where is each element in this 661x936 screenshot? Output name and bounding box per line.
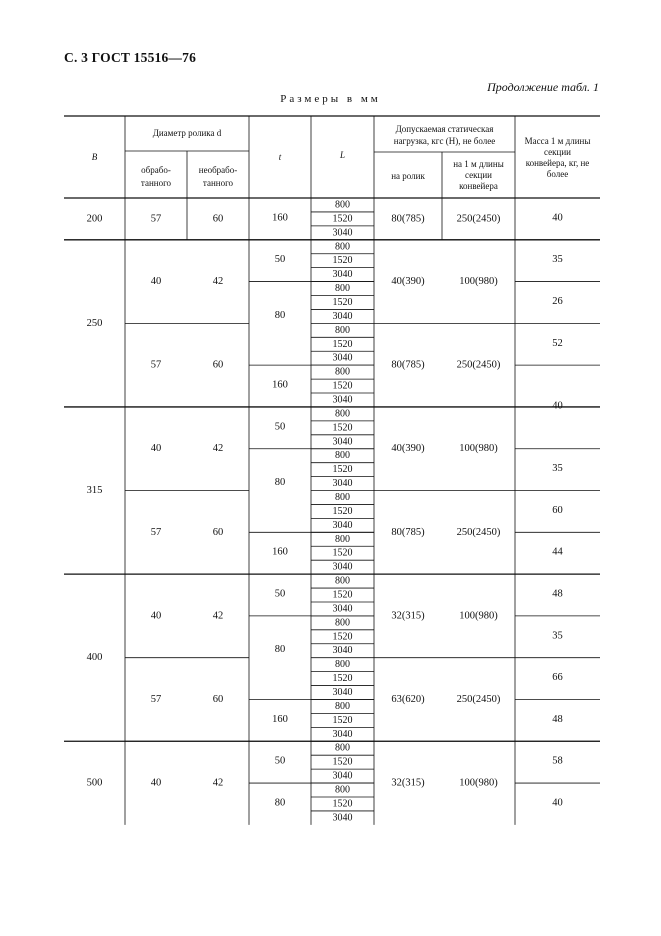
continuation-note: Продолжение табл. 1 bbox=[487, 80, 599, 94]
cell-L: 800 bbox=[335, 199, 350, 211]
cell-t: 160 bbox=[272, 212, 288, 224]
header-mass: Масса 1 м длины bbox=[524, 136, 591, 146]
header-B: B bbox=[91, 152, 98, 162]
cell-L: 3040 bbox=[332, 687, 353, 699]
cell-d-unmachined: 42 bbox=[212, 443, 224, 455]
header-diameter: Диаметр ролика d bbox=[152, 128, 222, 138]
header-mass: конвейера, кг, не bbox=[525, 158, 590, 168]
cell-mass: 66 bbox=[552, 672, 563, 684]
dimensions-note: Размеры в мм bbox=[280, 93, 381, 105]
header-L: L bbox=[339, 150, 346, 160]
cell-L: 1520 bbox=[332, 255, 353, 267]
cell-load-per-meter: 250(2450) bbox=[456, 213, 501, 225]
cell-L: 1520 bbox=[332, 714, 353, 726]
header-machined: танного bbox=[140, 178, 172, 188]
cell-load-per-roller: 40(390) bbox=[391, 443, 425, 455]
header-per-meter: секции bbox=[465, 170, 492, 180]
cell-L: 1520 bbox=[332, 547, 353, 559]
header-load: Допускаемая статическая bbox=[395, 124, 494, 134]
cell-B: 250 bbox=[86, 317, 103, 329]
cell-load-per-meter: 250(2450) bbox=[456, 359, 501, 371]
cell-B: 315 bbox=[86, 485, 103, 497]
cell-mass: 60 bbox=[552, 504, 563, 516]
cell-mass: 35 bbox=[552, 463, 563, 475]
cell-L: 3040 bbox=[332, 478, 353, 490]
cell-L: 800 bbox=[335, 700, 350, 712]
cell-d-machined: 40 bbox=[150, 610, 162, 622]
cell-L: 800 bbox=[335, 241, 350, 253]
cell-L: 800 bbox=[335, 408, 350, 420]
cell-L: 1520 bbox=[332, 296, 353, 308]
cell-load-per-meter: 100(980) bbox=[459, 276, 498, 288]
cell-L: 800 bbox=[335, 575, 350, 587]
cell-d-machined: 57 bbox=[150, 693, 162, 705]
cell-load-per-meter: 100(980) bbox=[459, 610, 498, 622]
cell-L: 1520 bbox=[332, 338, 353, 350]
header-unmachined: необрабо- bbox=[198, 165, 238, 175]
cell-L: 800 bbox=[335, 617, 350, 629]
cell-d-unmachined: 42 bbox=[212, 276, 224, 288]
cell-L: 1520 bbox=[332, 505, 353, 517]
cell-L: 1520 bbox=[332, 798, 353, 810]
cell-mass: 35 bbox=[552, 254, 563, 266]
cell-L: 1520 bbox=[332, 422, 353, 434]
cell-d-unmachined: 60 bbox=[212, 693, 224, 705]
header-per-roller: на ролик bbox=[391, 171, 425, 181]
cell-d-unmachined: 60 bbox=[212, 526, 224, 538]
cell-L: 800 bbox=[335, 491, 350, 503]
cell-L: 800 bbox=[335, 742, 350, 754]
cell-mass: 35 bbox=[552, 630, 563, 642]
cell-d-machined: 40 bbox=[150, 777, 162, 789]
cell-t: 50 bbox=[274, 755, 286, 767]
header-per-meter: конвейера bbox=[459, 181, 498, 191]
cell-t: 50 bbox=[274, 254, 286, 266]
cell-mass: 40 bbox=[552, 400, 563, 412]
cell-t: 160 bbox=[272, 546, 288, 558]
header-load: нагрузка, кгс (Н), не более bbox=[393, 136, 496, 146]
page-header: С. 3 ГОСТ 15516—76 bbox=[64, 50, 197, 65]
cell-L: 3040 bbox=[332, 603, 353, 615]
cell-L: 1520 bbox=[332, 673, 353, 685]
cell-mass: 48 bbox=[552, 588, 563, 600]
cell-L: 1520 bbox=[332, 380, 353, 392]
cell-L: 3040 bbox=[332, 269, 353, 281]
cell-L: 3040 bbox=[332, 728, 353, 740]
cell-t: 50 bbox=[274, 421, 286, 433]
cell-B: 200 bbox=[86, 213, 103, 225]
cell-L: 800 bbox=[335, 533, 350, 545]
cell-load-per-roller: 63(620) bbox=[391, 693, 425, 705]
cell-d-machined: 40 bbox=[150, 276, 162, 288]
cell-L: 1520 bbox=[332, 213, 353, 225]
cell-d-unmachined: 42 bbox=[212, 777, 224, 789]
cell-t: 160 bbox=[272, 379, 288, 391]
cell-t: 80 bbox=[274, 477, 286, 489]
cell-L: 800 bbox=[335, 784, 350, 796]
cell-mass: 44 bbox=[552, 546, 563, 558]
cell-load-per-roller: 32(315) bbox=[391, 610, 425, 622]
cell-mass: 52 bbox=[552, 337, 563, 349]
cell-L: 3040 bbox=[332, 394, 353, 406]
cell-L: 800 bbox=[335, 450, 350, 462]
cell-t: 80 bbox=[274, 644, 286, 656]
cell-L: 3040 bbox=[332, 227, 353, 239]
cell-B: 500 bbox=[86, 777, 103, 789]
cell-L: 800 bbox=[335, 324, 350, 336]
cell-B: 400 bbox=[86, 652, 103, 664]
cell-L: 3040 bbox=[332, 310, 353, 322]
cell-L: 1520 bbox=[332, 464, 353, 476]
header-t: t bbox=[278, 152, 282, 162]
header-mass: секции bbox=[544, 147, 571, 157]
header-per-meter: на 1 м длины bbox=[453, 159, 504, 169]
cell-L: 1520 bbox=[332, 589, 353, 601]
cell-mass: 48 bbox=[552, 713, 563, 725]
cell-L: 3040 bbox=[332, 436, 353, 448]
cell-load-per-roller: 80(785) bbox=[391, 526, 425, 538]
cell-mass: 26 bbox=[552, 295, 563, 307]
cell-d-machined: 57 bbox=[150, 526, 162, 538]
cell-load-per-roller: 80(785) bbox=[391, 359, 425, 371]
cell-L: 800 bbox=[335, 659, 350, 671]
cell-L: 3040 bbox=[332, 561, 353, 573]
cell-d-machined: 57 bbox=[150, 213, 162, 225]
cell-d-machined: 57 bbox=[150, 359, 162, 371]
cell-d-unmachined: 60 bbox=[212, 359, 224, 371]
cell-L: 3040 bbox=[332, 645, 353, 657]
cell-t: 80 bbox=[274, 309, 286, 321]
cell-t: 160 bbox=[272, 713, 288, 725]
cell-L: 1520 bbox=[332, 756, 353, 768]
cell-load-per-meter: 250(2450) bbox=[456, 526, 501, 538]
cell-d-machined: 40 bbox=[150, 443, 162, 455]
cell-L: 3040 bbox=[332, 352, 353, 364]
cell-L: 800 bbox=[335, 283, 350, 295]
cell-load-per-roller: 80(785) bbox=[391, 213, 425, 225]
cell-load-per-meter: 100(980) bbox=[459, 777, 498, 789]
cell-load-per-meter: 250(2450) bbox=[456, 693, 501, 705]
cell-load-per-meter: 100(980) bbox=[459, 443, 498, 455]
cell-mass: 58 bbox=[552, 755, 563, 767]
cell-mass: 40 bbox=[552, 797, 563, 809]
cell-t: 80 bbox=[274, 797, 286, 809]
cell-d-unmachined: 60 bbox=[212, 213, 224, 225]
cell-L: 3040 bbox=[332, 519, 353, 531]
cell-t: 50 bbox=[274, 588, 286, 600]
header-unmachined: танного bbox=[202, 178, 234, 188]
header-machined: обрабо- bbox=[141, 165, 171, 175]
cell-load-per-roller: 40(390) bbox=[391, 276, 425, 288]
cell-L: 800 bbox=[335, 366, 350, 378]
cell-L: 3040 bbox=[332, 770, 353, 782]
header-mass: более bbox=[546, 169, 569, 179]
cell-load-per-roller: 32(315) bbox=[391, 777, 425, 789]
cell-d-unmachined: 42 bbox=[212, 610, 224, 622]
cell-L: 3040 bbox=[332, 812, 353, 824]
cell-mass: 40 bbox=[552, 212, 563, 224]
cell-L: 1520 bbox=[332, 631, 353, 643]
